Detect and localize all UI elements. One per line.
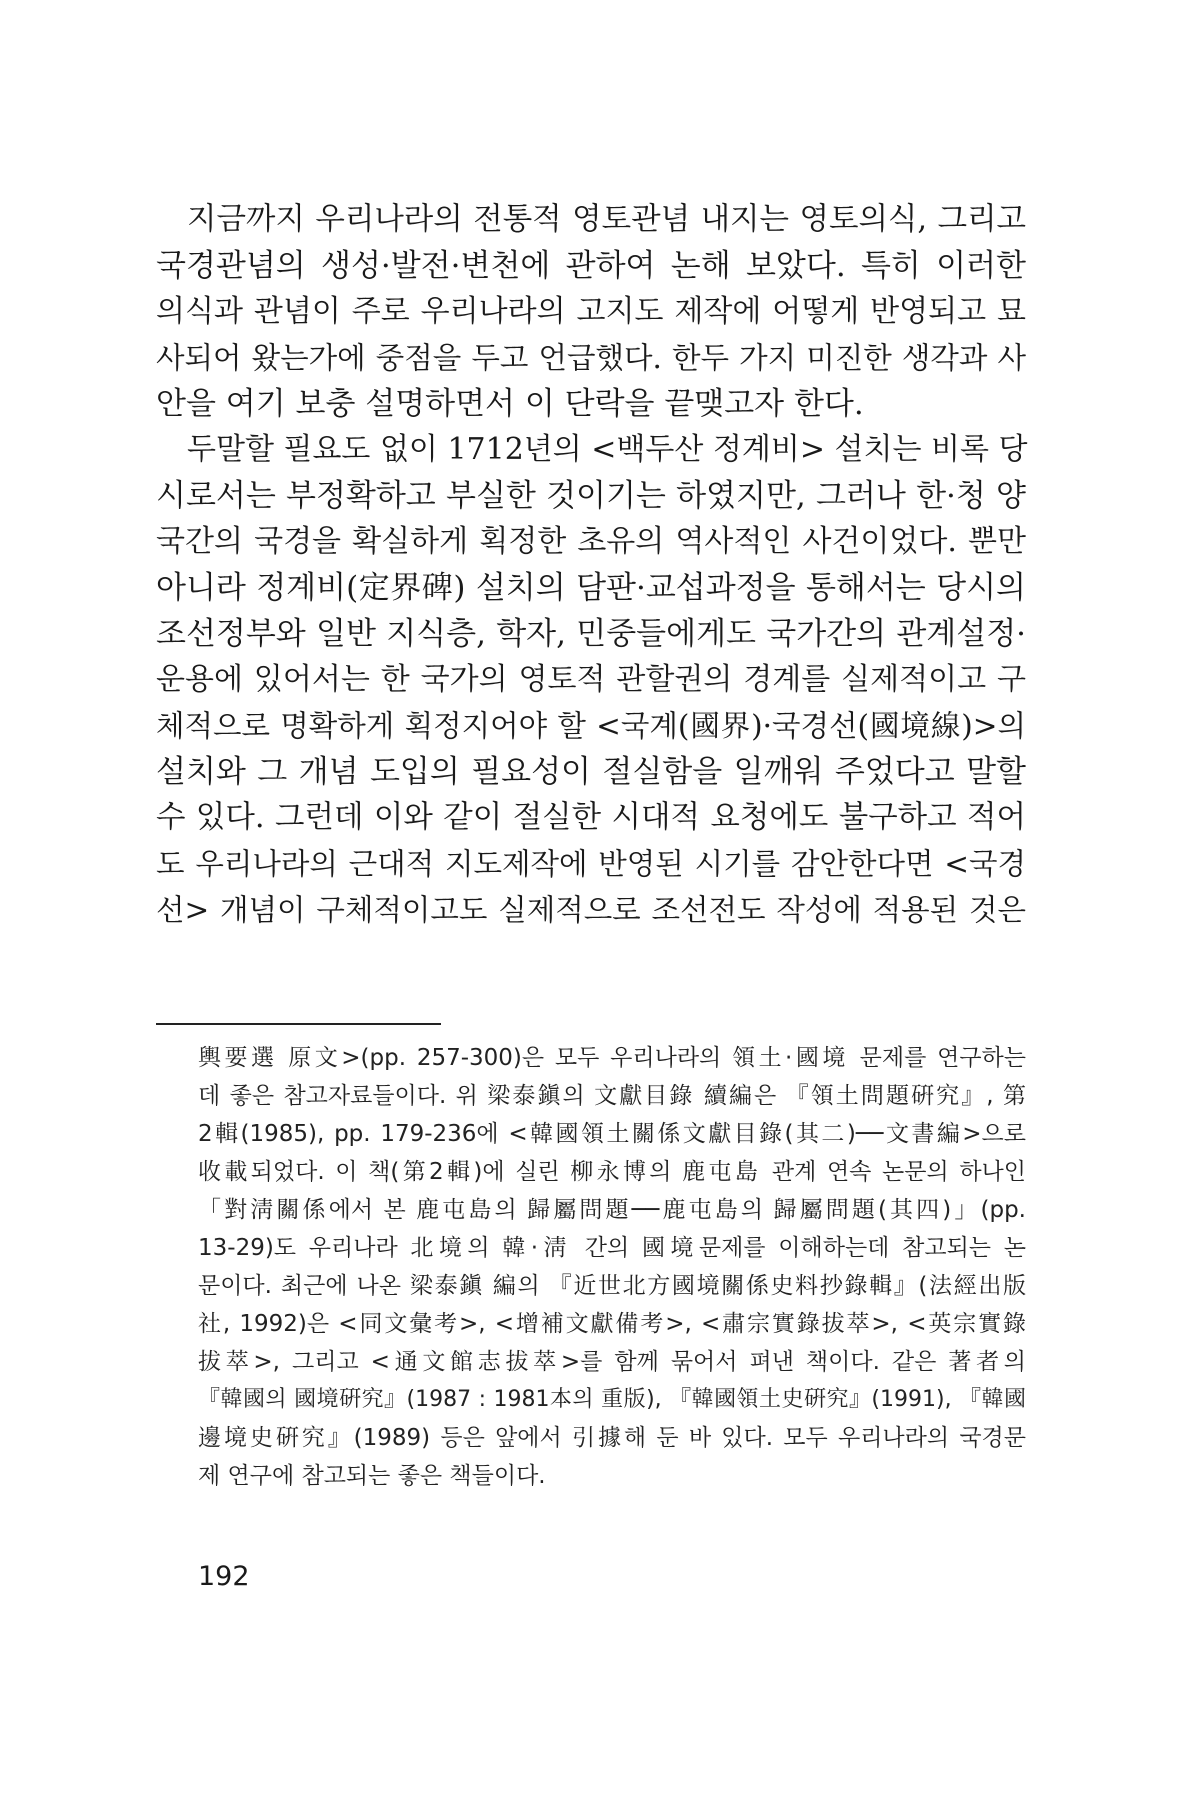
body-line: 시로서는 부정확하고 부실한 것이기는 하였지만, 그러나 한·청 양: [156, 478, 1026, 514]
footnote-line: 邊境史硏究』(1989) 등은 앞에서 引據해 둔 바 있다. 모두 우리나라의 국경문: [198, 1425, 1026, 1451]
footnote-line: 收載되었다. 이 책(第2輯)에 실린 柳永博의 鹿屯島 관계 연속 논문의 하나인: [198, 1159, 1026, 1185]
footnote-line: 拔萃>, 그리고 <通文館志拔萃>를 함께 묶어서 펴낸 책이다. 같은 著者의: [198, 1349, 1026, 1375]
body-line: 아니라 정계비(定界碑) 설치의 담판·교섭과정을 통해서는 당시의: [156, 570, 1026, 606]
body-line: 지금까지 우리나라의 전통적 영토관념 내지는 영토의식, 그리고: [187, 202, 1026, 237]
body-line: 조선정부와 일반 지식층, 학자, 민중들에게도 국가간의 관계설정·: [156, 616, 1026, 652]
body-line: 국경관념의 생성·발전·변천에 관하여 논해 보았다. 특히 이러한: [156, 248, 1026, 284]
body-line: 선> 개념이 구체적이고도 실제적으로 조선전도 작성에 적용된 것은: [156, 893, 1026, 927]
footnote-line: 13-29)도 우리나라 北境의 韓·淸 간의 國境문제를 이해하는데 참고되는 논: [198, 1235, 1026, 1261]
body-line: 의식과 관념이 주로 우리나라의 고지도 제작에 어떻게 반영되고 묘: [156, 294, 1026, 329]
footnote-separator-rule: [156, 1023, 441, 1025]
body-line: 두말할 필요도 없이 1712년의 <백두산 정계비> 설치는 비록 당: [187, 432, 1028, 467]
body-line: 국간의 국경을 확실하게 획정한 초유의 역사적인 사건이었다. 뿐만: [156, 524, 1026, 559]
body-line: 설치와 그 개념 도입의 필요성이 절실함을 일깨워 주었다고 말할: [156, 754, 1026, 790]
footnote-line: 「對淸關係에서 본 鹿屯島의 歸屬問題──鹿屯島의 歸屬問題(其四)」(pp.: [198, 1197, 1026, 1223]
body-line: 체적으로 명확하게 획정지어야 할 <국계(國界)·국경선(國境線)>의: [156, 709, 1026, 743]
footnote-line: 문이다. 최근에 나온 梁泰鎭 編의 『近世北方國境關係史料抄錄輯』(法經出版: [198, 1273, 1026, 1299]
body-line: 사되어 왔는가에 중점을 두고 언급했다. 한두 가지 미진한 생각과 사: [156, 341, 1026, 375]
footnote-line: 2輯(1985), pp. 179-236에 <韓國領土關係文獻目錄(其二)──文書編>으로: [198, 1121, 1026, 1147]
body-line: 운용에 있어서는 한 국가의 영토적 관할권의 경계를 실제적이고 구: [156, 662, 1026, 697]
body-line: 도 우리나라의 근대적 지도제작에 반영된 시기를 감안한다면 <국경: [156, 847, 1026, 881]
footnote-line: 輿要選 原文>(pp. 257-300)은 모두 우리나라의 領土·國境 문제를 연구하는: [198, 1045, 1026, 1071]
body-line: 안을 여기 보충 설명하면서 이 단락을 끝맺고자 한다.: [156, 386, 864, 422]
footnote-line: 제 연구에 참고되는 좋은 책들이다.: [198, 1463, 546, 1489]
footnote-line: 社, 1992)은 <同文彙考>, <增補文獻備考>, <肅宗實錄拔萃>, <英宗實錄: [198, 1311, 1026, 1337]
body-line: 수 있다. 그런데 이와 같이 절실한 시대적 요청에도 불구하고 적어: [156, 800, 1026, 835]
page-number: 192: [198, 1561, 250, 1592]
footnote-line: 『韓國의 國境硏究』(1987 : 1981本의 重版), 『韓國領土史硏究』(1991), 『韓國: [198, 1387, 1026, 1412]
footnote-line: 데 좋은 참고자료들이다. 위 梁泰鎭의 文獻目錄 續編은 『領土問題硏究』, 第: [198, 1083, 1026, 1109]
